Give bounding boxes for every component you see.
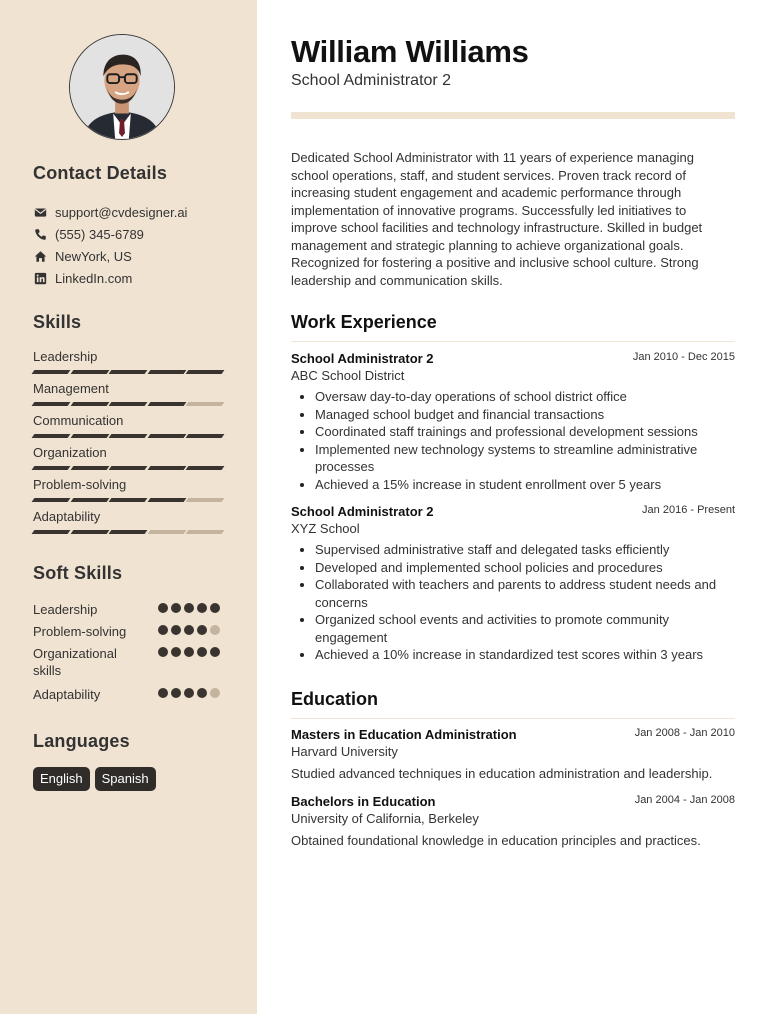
soft-skill-rating bbox=[158, 688, 220, 698]
home-icon bbox=[33, 249, 47, 263]
skill-level-segment bbox=[109, 370, 147, 374]
skill-item bbox=[33, 509, 223, 534]
work-entry-org: ABC School District bbox=[291, 368, 405, 383]
bullet-item: Achieved a 10% increase in standardized test scores within 3 years bbox=[291, 646, 735, 664]
profile-photo bbox=[70, 35, 174, 139]
skill-level-segment bbox=[32, 530, 70, 534]
education-entry-title: Masters in Education Administration bbox=[291, 727, 517, 742]
work-entry-org: XYZ School bbox=[291, 521, 360, 536]
rating-dot bbox=[197, 603, 207, 613]
soft-skill-label: Adaptability bbox=[33, 687, 101, 702]
skill-level-segment bbox=[147, 466, 185, 470]
bullet-item: Implemented new technology systems to streamline administrative processes bbox=[291, 441, 735, 476]
education-entry-org: University of California, Berkeley bbox=[291, 811, 479, 826]
work-entry-bullets bbox=[291, 541, 735, 664]
skill-level-segment bbox=[32, 434, 70, 438]
education-entry-dates: Jan 2004 - Jan 2008 bbox=[634, 794, 735, 806]
skill-level-segment bbox=[186, 498, 224, 502]
skill-level-segment bbox=[147, 498, 185, 502]
contact-linkedin-text: LinkedIn.com bbox=[55, 270, 133, 286]
soft-skill-rating bbox=[158, 603, 220, 613]
skill-label: Organization bbox=[33, 445, 107, 460]
skill-level-segment bbox=[147, 530, 185, 534]
skill-level-segment bbox=[32, 498, 70, 502]
header-divider bbox=[291, 112, 735, 119]
rating-dot bbox=[184, 625, 194, 635]
skill-level-bar bbox=[33, 530, 223, 534]
skill-level-segment bbox=[109, 402, 147, 406]
education-entry-org: Harvard University bbox=[291, 744, 398, 759]
soft-skill-rating bbox=[158, 647, 220, 657]
bullet-item: Coordinated staff trainings and professional development sessions bbox=[291, 423, 735, 441]
rating-dot bbox=[210, 688, 220, 698]
skill-item bbox=[33, 349, 223, 374]
work-entry-dates: Jan 2016 - Present bbox=[642, 504, 735, 516]
soft-skills-heading: Soft Skills bbox=[33, 563, 123, 583]
rating-dot bbox=[184, 647, 194, 657]
soft-skill-item bbox=[33, 623, 223, 640]
skill-level-segment bbox=[70, 466, 108, 470]
rating-dot bbox=[197, 688, 207, 698]
bullet-item: Managed school budget and financial transactions bbox=[291, 406, 735, 424]
language-pill: Spanish bbox=[95, 767, 156, 791]
skill-level-segment bbox=[32, 466, 70, 470]
skill-level-segment bbox=[147, 370, 185, 374]
work-entry-title: School Administrator 2 bbox=[291, 351, 434, 366]
skill-level-segment bbox=[109, 530, 147, 534]
soft-skill-item bbox=[33, 601, 223, 618]
languages-heading: Languages bbox=[33, 731, 130, 751]
soft-skill-item bbox=[33, 645, 223, 679]
skill-item bbox=[33, 413, 223, 438]
skill-level-segment bbox=[186, 530, 224, 534]
rating-dot bbox=[171, 625, 181, 635]
skill-level-segment bbox=[147, 402, 185, 406]
work-entry bbox=[291, 503, 735, 664]
skill-item bbox=[33, 381, 223, 406]
education-heading: Education bbox=[291, 689, 735, 719]
bullet-item: Organized school events and activities to promote community engagement bbox=[291, 611, 735, 646]
skill-label: Management bbox=[33, 381, 109, 396]
contact-location-text: NewYork, US bbox=[55, 248, 132, 264]
skill-level-segment bbox=[109, 434, 147, 438]
contact-email-text: support@cvdesigner.ai bbox=[55, 204, 188, 220]
skill-level-segment bbox=[147, 434, 185, 438]
skill-level-segment bbox=[186, 434, 224, 438]
skill-level-segment bbox=[109, 498, 147, 502]
skill-level-segment bbox=[186, 402, 224, 406]
bullet-item: Developed and implemented school policies and procedures bbox=[291, 559, 735, 577]
rating-dot bbox=[158, 603, 168, 613]
education-entry-description: Studied advanced techniques in education administration and leadership. bbox=[291, 766, 713, 781]
skill-level-bar bbox=[33, 434, 223, 438]
skill-label: Communication bbox=[33, 413, 124, 428]
phone-icon bbox=[33, 227, 47, 241]
work-entry-bullets bbox=[291, 388, 735, 493]
candidate-title: School Administrator 2 bbox=[291, 72, 452, 89]
rating-dot bbox=[171, 688, 181, 698]
avatar bbox=[69, 34, 175, 140]
skill-level-segment bbox=[70, 370, 108, 374]
skill-level-bar bbox=[33, 402, 223, 406]
contact-email[interactable] bbox=[33, 203, 187, 221]
skill-level-segment bbox=[70, 498, 108, 502]
rating-dot bbox=[197, 647, 207, 657]
skill-level-segment bbox=[70, 530, 108, 534]
rating-dot bbox=[197, 625, 207, 635]
rating-dot bbox=[171, 647, 181, 657]
work-entry-title: School Administrator 2 bbox=[291, 504, 434, 519]
skill-level-segment bbox=[32, 370, 70, 374]
rating-dot bbox=[210, 647, 220, 657]
skill-level-bar bbox=[33, 498, 223, 502]
skill-level-segment bbox=[186, 466, 224, 470]
rating-dot bbox=[158, 688, 168, 698]
bullet-item: Achieved a 15% increase in student enrollment over 5 years bbox=[291, 476, 735, 494]
soft-skill-label: Problem-solving bbox=[33, 624, 127, 639]
education-entry bbox=[291, 793, 735, 849]
rating-dot bbox=[171, 603, 181, 613]
languages-list bbox=[33, 767, 156, 791]
skill-level-segment bbox=[186, 370, 224, 374]
work-entry bbox=[291, 350, 735, 493]
soft-skill-rating bbox=[158, 625, 220, 635]
skill-level-segment bbox=[32, 402, 70, 406]
education-entry-description: Obtained foundational knowledge in education principles and practices. bbox=[291, 833, 701, 848]
skill-level-segment bbox=[70, 402, 108, 406]
soft-skill-item bbox=[33, 686, 223, 703]
skill-item bbox=[33, 477, 223, 502]
contact-location bbox=[33, 247, 132, 265]
education-entry-dates: Jan 2008 - Jan 2010 bbox=[634, 727, 735, 739]
skill-label: Leadership bbox=[33, 349, 98, 364]
rating-dot bbox=[158, 647, 168, 657]
education-entry-title: Bachelors in Education bbox=[291, 794, 436, 809]
rating-dot bbox=[158, 625, 168, 635]
contact-linkedin[interactable] bbox=[33, 269, 132, 287]
language-pill: English bbox=[33, 767, 90, 791]
work-entry-dates: Jan 2010 - Dec 2015 bbox=[632, 351, 735, 363]
skill-level-segment bbox=[109, 466, 147, 470]
skill-level-bar bbox=[33, 370, 223, 374]
soft-skill-label: Leadership bbox=[33, 602, 98, 617]
summary-text: Dedicated School Administrator with 11 years of experience managing school operations, staff, and student services. Proven track record of increasing student engagement and academic performance through implementation of innovative programs. Successfully led initiatives to improve school facilities and technology infrastructure. Skilled in budget management and strategic planning to achieve organizational goals. Recognized for fostering a positive and inclusive school culture. Strong leadership and communication skills. bbox=[291, 150, 703, 288]
rating-dot bbox=[210, 625, 220, 635]
linkedin-icon bbox=[33, 271, 47, 285]
candidate-name: William Williams bbox=[291, 34, 529, 69]
bullet-item: Oversaw day-to-day operations of school district office bbox=[291, 388, 735, 406]
contact-phone[interactable] bbox=[33, 225, 144, 243]
contact-phone-text: (555) 345-6789 bbox=[55, 226, 144, 242]
work-heading: Work Experience bbox=[291, 312, 735, 342]
rating-dot bbox=[184, 688, 194, 698]
skill-label: Adaptability bbox=[33, 509, 101, 524]
skill-level-bar bbox=[33, 466, 223, 470]
skills-heading: Skills bbox=[33, 312, 82, 332]
contact-heading: Contact Details bbox=[33, 163, 168, 183]
soft-skill-label: Organizational skills bbox=[33, 646, 117, 678]
education-entry bbox=[291, 726, 735, 782]
bullet-item: Supervised administrative staff and delegated tasks efficiently bbox=[291, 541, 735, 559]
envelope-icon bbox=[33, 205, 47, 219]
rating-dot bbox=[210, 603, 220, 613]
skill-label: Problem-solving bbox=[33, 477, 127, 492]
skill-level-segment bbox=[70, 434, 108, 438]
bullet-item: Collaborated with teachers and parents to address student needs and concerns bbox=[291, 576, 735, 611]
rating-dot bbox=[184, 603, 194, 613]
skill-item bbox=[33, 445, 223, 470]
sidebar bbox=[0, 0, 257, 1014]
